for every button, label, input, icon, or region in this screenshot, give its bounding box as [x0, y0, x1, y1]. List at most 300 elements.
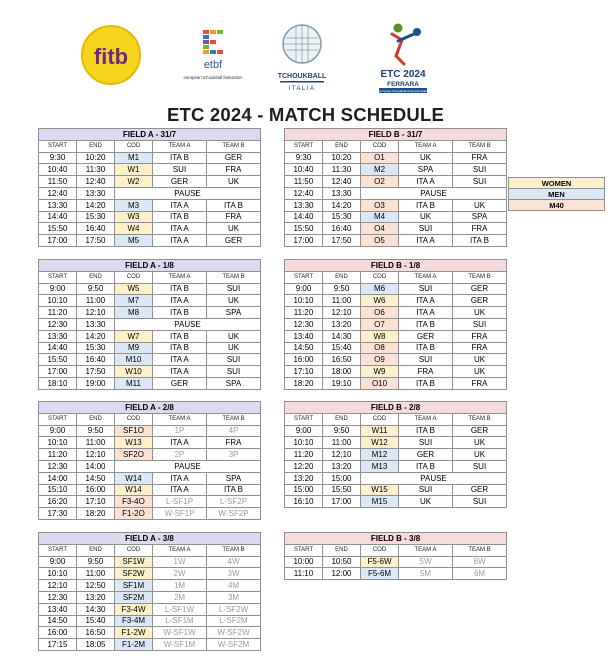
column-header: COD: [115, 413, 153, 425]
etbf-caption: european tchoukball federation: [183, 75, 243, 80]
match-row: [39, 152, 261, 164]
start-time: 10:10: [39, 568, 77, 580]
team-b: SUI: [207, 354, 261, 366]
match-code: F5-6W: [361, 556, 399, 568]
end-time: 18:00: [323, 366, 361, 378]
team-a: GER: [399, 330, 453, 342]
match-row: [39, 472, 261, 484]
match-row: [39, 603, 261, 615]
team-b: UK: [207, 342, 261, 354]
end-time: 11:00: [77, 437, 115, 449]
team-b: SUI: [207, 283, 261, 295]
team-b: UK: [453, 449, 507, 461]
field-day-title: FIELD B - 3/8: [285, 533, 507, 545]
team-b: ITA B: [207, 199, 261, 211]
match-row: [39, 283, 261, 295]
end-time: 14:30: [323, 330, 361, 342]
start-time: 14:50: [285, 342, 323, 354]
column-header-row: [285, 140, 507, 152]
match-row: [39, 508, 261, 520]
start-time: 16:10: [285, 496, 323, 508]
start-time: 12:30: [39, 460, 77, 472]
match-row: [39, 425, 261, 437]
team-a: ITA A: [153, 366, 207, 378]
column-header: TEAM B: [207, 413, 261, 425]
match-row: [285, 460, 507, 472]
start-time: 9:00: [39, 425, 77, 437]
match-code: W11: [361, 425, 399, 437]
legend-row: [509, 200, 605, 211]
column-header: START: [39, 271, 77, 283]
team-a: ITA A: [399, 176, 453, 188]
team-a: GER: [399, 449, 453, 461]
match-row: [39, 330, 261, 342]
team-a: SUI: [399, 223, 453, 235]
team-b: FRA: [453, 342, 507, 354]
start-time: 10:10: [285, 437, 323, 449]
team-a: W-SF1W: [153, 627, 207, 639]
column-header: END: [323, 140, 361, 152]
end-time: 9:50: [77, 556, 115, 568]
column-header: COD: [361, 271, 399, 283]
column-header: END: [77, 413, 115, 425]
field-day-title: FIELD A - 2/8: [39, 402, 261, 414]
match-row: [39, 556, 261, 568]
team-b: GER: [207, 152, 261, 164]
team-b: UK: [207, 176, 261, 188]
start-time: 15:50: [39, 354, 77, 366]
team-a: UK: [399, 496, 453, 508]
pause-row: [39, 187, 261, 199]
start-time: 10:10: [285, 295, 323, 307]
team-b: UK: [207, 330, 261, 342]
tchoukball-italia-logo: [276, 20, 328, 96]
column-header: START: [285, 271, 323, 283]
column-header: START: [39, 140, 77, 152]
match-code: F1-2M: [115, 639, 153, 651]
team-a: 2W: [153, 568, 207, 580]
team-a: GER: [153, 377, 207, 389]
column-header: START: [285, 544, 323, 556]
start-time: 18:20: [285, 377, 323, 389]
team-a: ITA A: [153, 472, 207, 484]
end-time: 15:00: [323, 472, 361, 484]
team-b: ITA B: [453, 235, 507, 247]
table-header-row: [285, 260, 507, 272]
match-code: M12: [361, 449, 399, 461]
start-time: 13:40: [285, 330, 323, 342]
start-time: 9:00: [285, 283, 323, 295]
match-code: M10: [115, 354, 153, 366]
team-b: UK: [453, 366, 507, 378]
team-b: L-SF2W: [207, 603, 261, 615]
team-a: ITA B: [399, 425, 453, 437]
start-time: 14:40: [39, 342, 77, 354]
start-time: 14:40: [285, 211, 323, 223]
team-a: ITA A: [399, 235, 453, 247]
match-row: [285, 176, 507, 188]
fitb-logo-text: fitb: [93, 44, 129, 69]
legend-item-women: WOMEN: [509, 178, 605, 189]
team-b: FRA: [453, 377, 507, 389]
start-time: 13:30: [39, 199, 77, 211]
team-b: GER: [453, 295, 507, 307]
schedule-table: [38, 259, 261, 390]
team-b: UK: [453, 307, 507, 319]
etbf-e-mark-icon: [203, 30, 223, 54]
column-header: TEAM A: [399, 271, 453, 283]
team-a: 1W: [153, 556, 207, 568]
match-code: M13: [361, 460, 399, 472]
match-row: [285, 152, 507, 164]
team-b: GER: [453, 484, 507, 496]
end-time: 16:50: [77, 627, 115, 639]
team-b: GER: [453, 425, 507, 437]
column-header: END: [323, 413, 361, 425]
pause-label: PAUSE: [115, 460, 261, 472]
end-time: 11:00: [323, 437, 361, 449]
start-time: 11:20: [39, 449, 77, 461]
schedule-table: [38, 401, 261, 520]
match-code: W12: [361, 437, 399, 449]
match-code: F3-4O: [115, 496, 153, 508]
start-time: 18:10: [39, 377, 77, 389]
column-header-row: [285, 544, 507, 556]
start-time: 12:10: [39, 580, 77, 592]
end-time: 11:30: [323, 164, 361, 176]
team-b: UK: [453, 199, 507, 211]
team-b: 3M: [207, 591, 261, 603]
team-a: ITA B: [153, 330, 207, 342]
team-a: GER: [153, 176, 207, 188]
team-a: UK: [399, 211, 453, 223]
team-b: 4W: [207, 556, 261, 568]
end-time: 14:30: [77, 603, 115, 615]
team-b: 6M: [453, 568, 507, 580]
field-day-title: FIELD A - 3/8: [39, 533, 261, 545]
end-time: 18:05: [77, 639, 115, 651]
match-code: F3-4W: [115, 603, 153, 615]
match-code: SF2M: [115, 591, 153, 603]
end-time: 13:20: [77, 591, 115, 603]
team-a: ITA B: [153, 152, 207, 164]
start-time: 13:20: [285, 472, 323, 484]
team-b: 4M: [207, 580, 261, 592]
start-time: 9:00: [285, 425, 323, 437]
field-day-title: FIELD B - 31/7: [285, 129, 507, 141]
team-a: ITA A: [153, 295, 207, 307]
field-day-title: FIELD B - 2/8: [285, 402, 507, 414]
end-time: 15:40: [323, 342, 361, 354]
start-time: 12:40: [39, 187, 77, 199]
team-b: GER: [207, 235, 261, 247]
end-time: 12:40: [323, 176, 361, 188]
end-time: 12:40: [77, 176, 115, 188]
team-b: SPA: [453, 211, 507, 223]
column-header: COD: [115, 271, 153, 283]
column-header: TEAM B: [453, 544, 507, 556]
column-header: TEAM B: [207, 544, 261, 556]
italia-logo-text: ITALIA: [288, 86, 316, 92]
pause-row: [39, 318, 261, 330]
end-time: 13:30: [77, 187, 115, 199]
start-time: 13:40: [39, 603, 77, 615]
end-time: 9:50: [323, 283, 361, 295]
match-row: [285, 437, 507, 449]
column-header-row: [39, 544, 261, 556]
column-header: TEAM A: [153, 413, 207, 425]
end-time: 17:50: [77, 366, 115, 378]
match-row: [285, 283, 507, 295]
legend-row: [509, 189, 605, 200]
start-time: 10:10: [39, 295, 77, 307]
start-time: 15:50: [39, 223, 77, 235]
field-day-title: FIELD A - 1/8: [39, 260, 261, 272]
match-row: [285, 223, 507, 235]
match-code: O9: [361, 354, 399, 366]
tchoukball-logo-text: TCHOUKBALL: [277, 73, 327, 80]
end-time: 14:20: [323, 199, 361, 211]
team-a: 5W: [399, 556, 453, 568]
fitb-logo: [80, 24, 142, 86]
match-row: [285, 164, 507, 176]
end-time: 12:10: [323, 449, 361, 461]
legend-item-men: MEN: [509, 189, 605, 200]
match-code: SF2W: [115, 568, 153, 580]
column-header: START: [39, 413, 77, 425]
team-b: W-SF2M: [207, 639, 261, 651]
start-time: 17:15: [39, 639, 77, 651]
team-b: 4P: [207, 425, 261, 437]
team-a: 2M: [153, 591, 207, 603]
end-time: 15:50: [323, 484, 361, 496]
end-time: 14:20: [77, 199, 115, 211]
start-time: 15:50: [285, 223, 323, 235]
start-time: 14:00: [39, 472, 77, 484]
column-header: TEAM A: [399, 544, 453, 556]
match-row: [39, 354, 261, 366]
end-time: 16:40: [77, 354, 115, 366]
end-time: 16:00: [77, 484, 115, 496]
start-time: 16:20: [39, 496, 77, 508]
end-time: 9:50: [323, 425, 361, 437]
match-row: [285, 484, 507, 496]
match-row: [285, 199, 507, 211]
match-code: O8: [361, 342, 399, 354]
match-row: [285, 366, 507, 378]
match-row: [39, 223, 261, 235]
start-time: 10:10: [39, 437, 77, 449]
match-code: F3-4M: [115, 615, 153, 627]
match-code: W14: [115, 484, 153, 496]
legend-row: [509, 178, 605, 189]
match-code: M7: [115, 295, 153, 307]
end-time: 11:00: [77, 295, 115, 307]
team-b: GER: [453, 283, 507, 295]
team-a: UK: [399, 152, 453, 164]
match-code: F1-2O: [115, 508, 153, 520]
end-time: 16:40: [323, 223, 361, 235]
match-code: F5-6M: [361, 568, 399, 580]
match-code: M4: [361, 211, 399, 223]
logo-bar: [0, 0, 611, 100]
schedule-table: [284, 128, 507, 247]
match-row: [39, 295, 261, 307]
team-a: ITA B: [153, 283, 207, 295]
match-row: [285, 342, 507, 354]
field-day-title: FIELD A - 31/7: [39, 129, 261, 141]
end-time: 14:50: [77, 472, 115, 484]
column-header: TEAM A: [153, 544, 207, 556]
team-b: FRA: [453, 223, 507, 235]
team-b: 6W: [453, 556, 507, 568]
etc-city-text: FERRARA: [387, 81, 419, 88]
team-a: 1P: [153, 425, 207, 437]
team-a: ITA B: [153, 211, 207, 223]
end-time: 16:50: [323, 354, 361, 366]
pause-row: [285, 472, 507, 484]
team-b: L-SF2M: [207, 615, 261, 627]
match-code: W15: [361, 484, 399, 496]
start-time: 10:40: [285, 164, 323, 176]
match-row: [285, 354, 507, 366]
column-header-row: [39, 413, 261, 425]
team-a: 2P: [153, 449, 207, 461]
end-time: 12:50: [77, 580, 115, 592]
column-header: TEAM B: [453, 271, 507, 283]
match-code: O5: [361, 235, 399, 247]
match-row: [39, 568, 261, 580]
start-time: 9:30: [39, 152, 77, 164]
column-header: TEAM A: [153, 140, 207, 152]
end-time: 15:30: [77, 211, 115, 223]
start-time: 14:40: [39, 211, 77, 223]
match-code: O10: [361, 377, 399, 389]
start-time: 11:20: [285, 449, 323, 461]
column-header-row: [39, 140, 261, 152]
start-time: 11:20: [39, 307, 77, 319]
team-b: FRA: [207, 211, 261, 223]
table-header-row: [39, 129, 261, 141]
etc-sub-text: European Tchoukball Championships: [378, 89, 428, 93]
pause-label: PAUSE: [115, 187, 261, 199]
page-title: ETC 2024 - MATCH SCHEDULE: [166, 104, 445, 125]
end-time: 10:20: [77, 152, 115, 164]
end-time: 10:50: [323, 556, 361, 568]
end-time: 13:20: [323, 318, 361, 330]
team-b: ITA B: [207, 484, 261, 496]
pause-label: PAUSE: [361, 472, 507, 484]
team-b: UK: [207, 223, 261, 235]
start-time: 16:00: [39, 627, 77, 639]
team-b: L-SF2P: [207, 496, 261, 508]
end-time: 17:00: [323, 496, 361, 508]
team-a: ITA A: [153, 484, 207, 496]
end-time: 17:10: [77, 496, 115, 508]
start-time: 11:50: [285, 176, 323, 188]
start-time: 11:10: [285, 568, 323, 580]
column-header: TEAM A: [399, 413, 453, 425]
pause-label: PAUSE: [115, 318, 261, 330]
end-time: 19:10: [323, 377, 361, 389]
team-b: FRA: [453, 152, 507, 164]
schedule-table: [38, 128, 261, 247]
end-time: 12:10: [77, 449, 115, 461]
team-a: SPA: [399, 164, 453, 176]
table-header-row: [39, 260, 261, 272]
match-code: O6: [361, 307, 399, 319]
start-time: 17:10: [285, 366, 323, 378]
end-time: 10:20: [323, 152, 361, 164]
team-a: ITA B: [153, 307, 207, 319]
match-row: [39, 307, 261, 319]
team-a: ITA A: [153, 199, 207, 211]
start-time: 12:30: [39, 591, 77, 603]
column-header: TEAM B: [453, 140, 507, 152]
match-row: [39, 615, 261, 627]
field-day-title: FIELD B - 1/8: [285, 260, 507, 272]
team-b: 3W: [207, 568, 261, 580]
match-row: [285, 318, 507, 330]
end-time: 13:30: [323, 187, 361, 199]
match-code: W14: [115, 472, 153, 484]
column-header: TEAM B: [453, 413, 507, 425]
team-a: SUI: [153, 164, 207, 176]
team-b: FRA: [453, 330, 507, 342]
end-time: 19:00: [77, 377, 115, 389]
match-code: W3: [115, 211, 153, 223]
table-header-row: [285, 533, 507, 545]
end-time: 12:10: [323, 307, 361, 319]
team-b: SPA: [207, 472, 261, 484]
column-header: START: [285, 140, 323, 152]
match-row: [39, 235, 261, 247]
team-b: 3P: [207, 449, 261, 461]
match-row: [285, 307, 507, 319]
team-a: ITA B: [399, 318, 453, 330]
match-code: W9: [361, 366, 399, 378]
team-a: W-SF1M: [153, 639, 207, 651]
match-row: [39, 377, 261, 389]
match-row: [39, 366, 261, 378]
match-code: M11: [115, 377, 153, 389]
team-a: SUI: [399, 484, 453, 496]
team-a: 5M: [399, 568, 453, 580]
end-time: 15:30: [323, 211, 361, 223]
team-a: ITA B: [399, 342, 453, 354]
column-header: TEAM A: [153, 271, 207, 283]
team-a: ITA A: [153, 354, 207, 366]
team-a: SUI: [399, 283, 453, 295]
end-time: 17:50: [323, 235, 361, 247]
start-time: 17:00: [39, 235, 77, 247]
column-header: START: [285, 413, 323, 425]
end-time: 13:30: [77, 318, 115, 330]
etbf-mark-text: etbf: [203, 59, 223, 71]
column-header: COD: [361, 413, 399, 425]
end-time: 16:40: [77, 223, 115, 235]
match-code: SF1W: [115, 556, 153, 568]
table-header-row: [285, 129, 507, 141]
pause-row: [285, 187, 507, 199]
match-code: W7: [115, 330, 153, 342]
start-time: 11:50: [39, 176, 77, 188]
schedule-table: [284, 401, 507, 508]
column-header: END: [323, 271, 361, 283]
start-time: 12:30: [285, 318, 323, 330]
match-code: W5: [115, 283, 153, 295]
column-header: TEAM B: [207, 271, 261, 283]
